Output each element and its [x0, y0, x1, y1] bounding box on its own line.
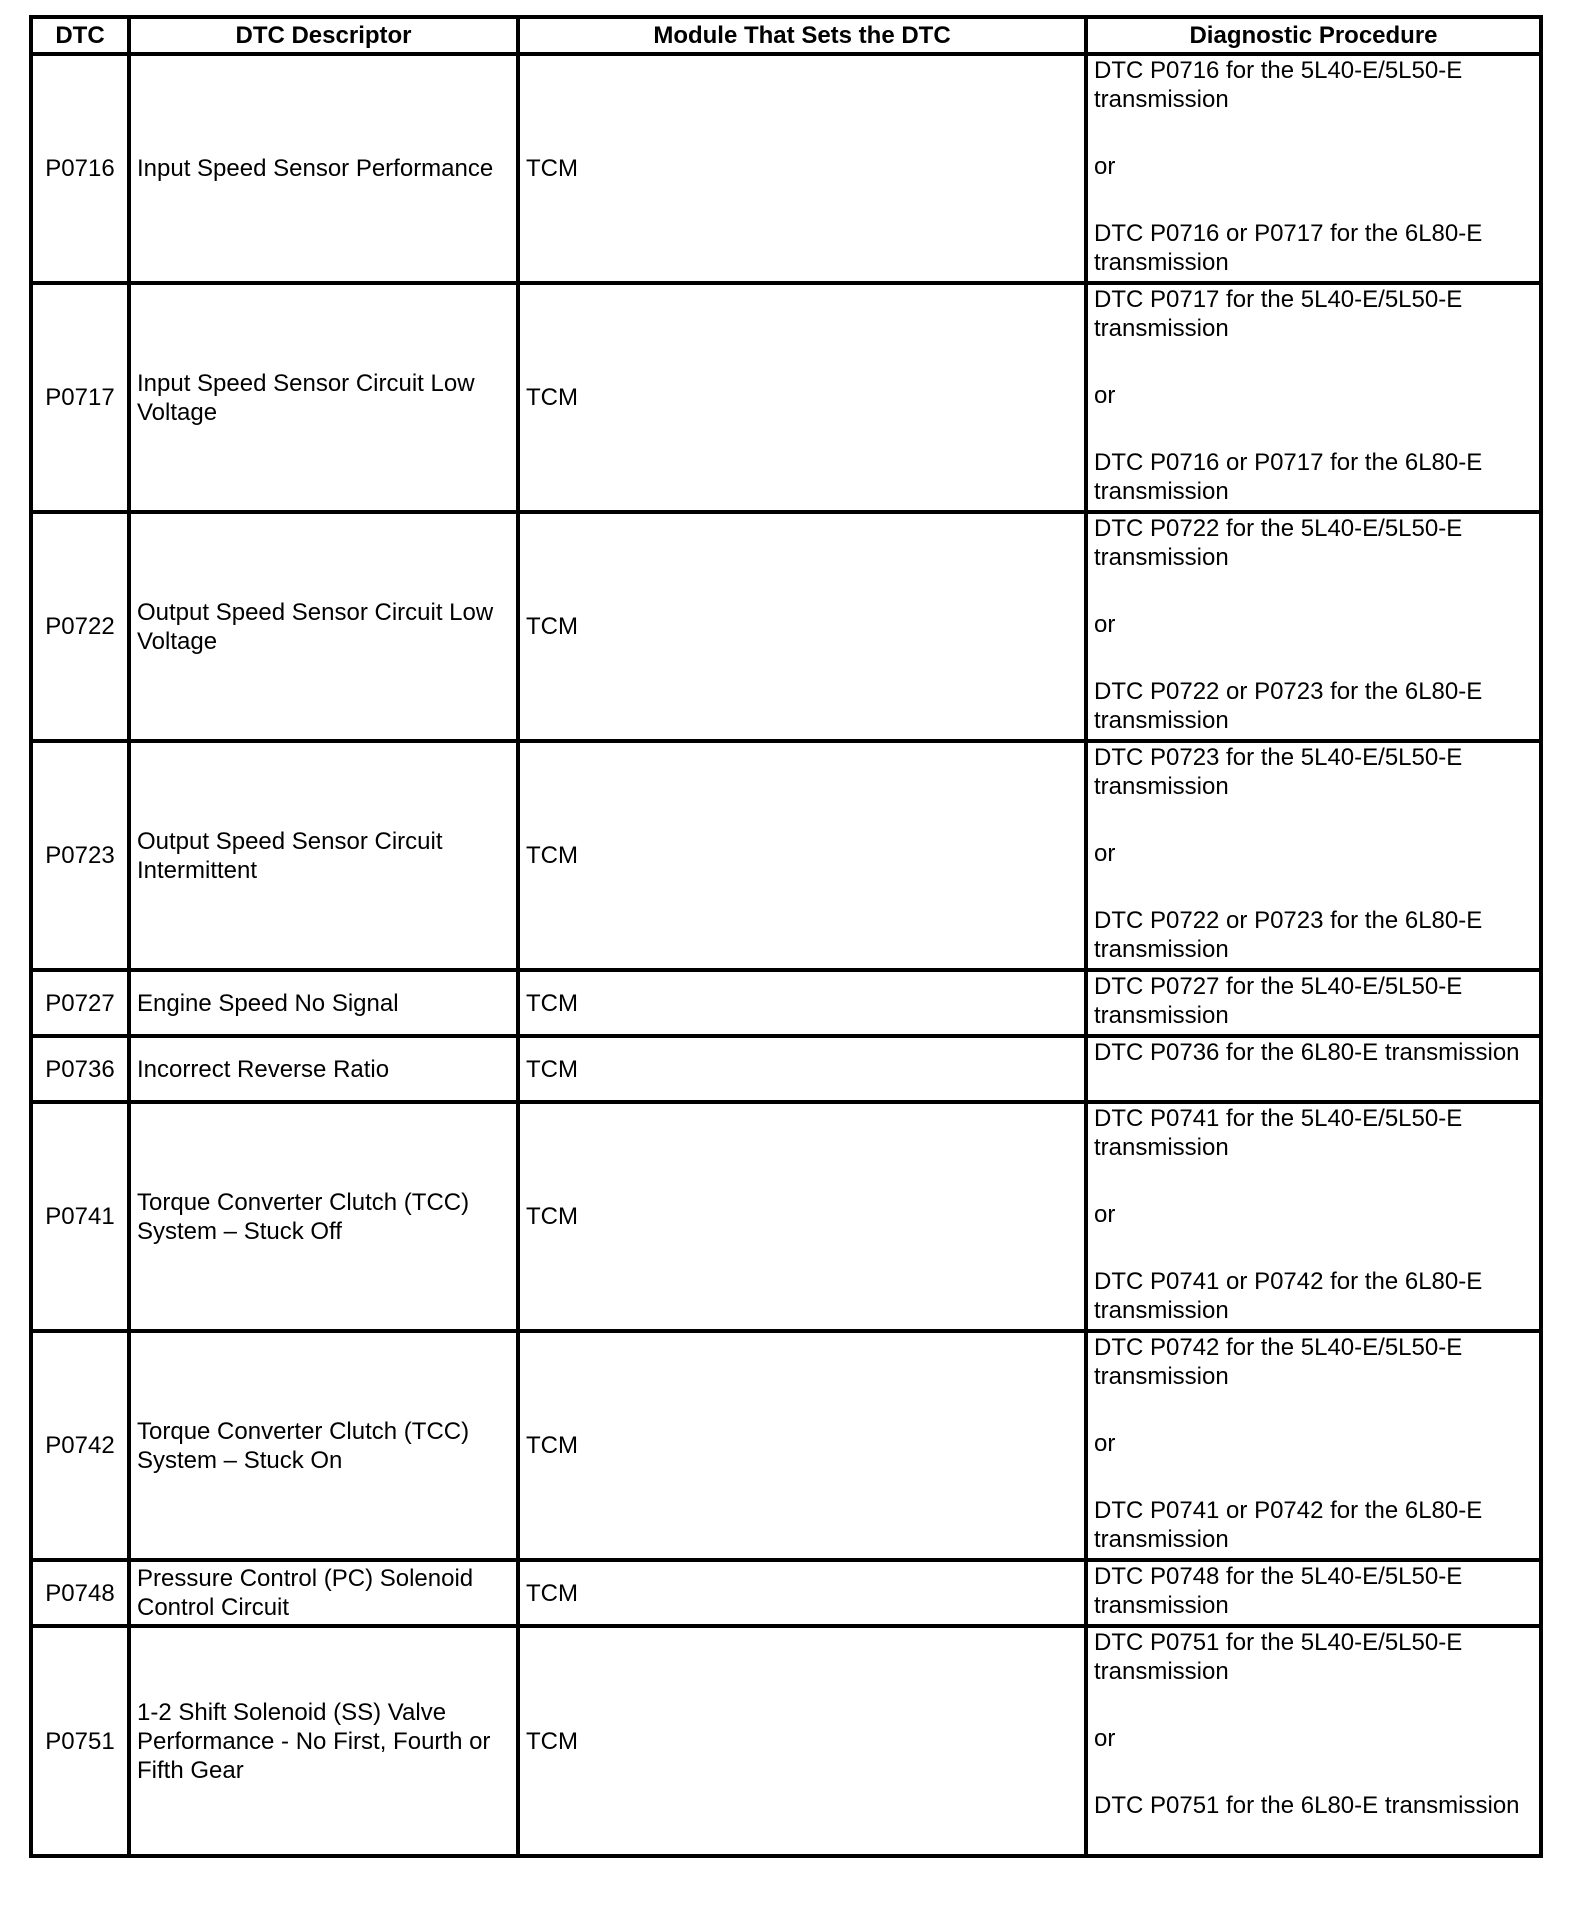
header-dtc: DTC — [31, 17, 129, 54]
diagnostic-procedure — [1086, 1102, 1541, 1331]
dtc-code: P0716 — [31, 54, 129, 283]
dtc-code: P0717 — [31, 283, 129, 512]
procedure-primary: DTC P0751 for the 5L40-E/5L50-E transmission — [1094, 1629, 1463, 1685]
procedure-or: or — [1094, 1725, 1116, 1752]
procedure-alternate: DTC P0716 or P0717 for the 6L80-E transmission — [1094, 220, 1483, 276]
table-header-row — [31, 17, 1541, 54]
table-row — [31, 1102, 1541, 1331]
procedure-alternate: DTC P0741 or P0742 for the 6L80-E transmission — [1094, 1268, 1483, 1324]
dtc-code: P0748 — [31, 1560, 129, 1626]
dtc-descriptor: Torque Converter Clutch (TCC) System – Stuck On — [129, 1331, 518, 1560]
dtc-descriptor: Output Speed Sensor Circuit Intermittent — [129, 741, 518, 970]
header-module: Module That Sets the DTC — [518, 17, 1086, 54]
dtc-descriptor: Engine Speed No Signal — [129, 970, 518, 1036]
procedure-primary: DTC P0727 for the 5L40-E/5L50-E transmission — [1094, 973, 1463, 1029]
dtc-descriptor: Input Speed Sensor Performance — [129, 54, 518, 283]
dtc-module: TCM — [518, 1626, 1086, 1856]
dtc-module: TCM — [518, 1560, 1086, 1626]
procedure-or: or — [1094, 840, 1116, 867]
procedure-alternate: DTC P0741 or P0742 for the 6L80-E transmission — [1094, 1497, 1483, 1553]
dtc-code: P0723 — [31, 741, 129, 970]
procedure-primary: DTC P0736 for the 6L80-E transmission — [1094, 1039, 1520, 1066]
procedure-primary: DTC P0722 for the 5L40-E/5L50-E transmission — [1094, 515, 1463, 571]
diagnostic-procedure — [1086, 512, 1541, 741]
table-row — [31, 1560, 1541, 1626]
dtc-descriptor: Torque Converter Clutch (TCC) System – Stuck Off — [129, 1102, 518, 1331]
table-row — [31, 1626, 1541, 1856]
dtc-module: TCM — [518, 512, 1086, 741]
dtc-code: P0722 — [31, 512, 129, 741]
procedure-or: or — [1094, 153, 1116, 180]
header-descriptor: DTC Descriptor — [129, 17, 518, 54]
dtc-module: TCM — [518, 1331, 1086, 1560]
table-row — [31, 283, 1541, 512]
diagnostic-procedure — [1086, 741, 1541, 970]
diagnostic-procedure — [1086, 1626, 1541, 1856]
dtc-code: P0736 — [31, 1036, 129, 1102]
procedure-primary: DTC P0741 for the 5L40-E/5L50-E transmission — [1094, 1105, 1463, 1161]
header-procedure: Diagnostic Procedure — [1086, 17, 1541, 54]
procedure-or: or — [1094, 1201, 1116, 1228]
dtc-module: TCM — [518, 283, 1086, 512]
diagnostic-procedure — [1086, 1560, 1541, 1626]
table-row — [31, 1036, 1541, 1102]
dtc-module: TCM — [518, 1036, 1086, 1102]
dtc-descriptor: 1-2 Shift Solenoid (SS) Valve Performance - No First, Fourth or Fifth Gear — [129, 1626, 518, 1856]
dtc-code: P0727 — [31, 970, 129, 1036]
procedure-or: or — [1094, 611, 1116, 638]
dtc-table — [29, 15, 1543, 1858]
procedure-alternate: DTC P0751 for the 6L80-E transmission — [1094, 1792, 1520, 1819]
procedure-primary: DTC P0748 for the 5L40-E/5L50-E transmission — [1094, 1563, 1463, 1619]
diagnostic-procedure — [1086, 1036, 1541, 1102]
procedure-or: or — [1094, 1430, 1116, 1457]
dtc-descriptor: Pressure Control (PC) Solenoid Control Circuit — [129, 1560, 518, 1626]
dtc-descriptor: Incorrect Reverse Ratio — [129, 1036, 518, 1102]
dtc-module: TCM — [518, 741, 1086, 970]
procedure-primary: DTC P0723 for the 5L40-E/5L50-E transmission — [1094, 744, 1463, 800]
dtc-code: P0741 — [31, 1102, 129, 1331]
procedure-primary: DTC P0742 for the 5L40-E/5L50-E transmission — [1094, 1334, 1463, 1390]
table-row — [31, 741, 1541, 970]
dtc-code: P0742 — [31, 1331, 129, 1560]
dtc-module: TCM — [518, 1102, 1086, 1331]
procedure-alternate: DTC P0722 or P0723 for the 6L80-E transmission — [1094, 678, 1483, 734]
table-row — [31, 512, 1541, 741]
dtc-descriptor: Output Speed Sensor Circuit Low Voltage — [129, 512, 518, 741]
procedure-alternate: DTC P0716 or P0717 for the 6L80-E transmission — [1094, 449, 1483, 505]
diagnostic-procedure — [1086, 1331, 1541, 1560]
dtc-descriptor: Input Speed Sensor Circuit Low Voltage — [129, 283, 518, 512]
procedure-primary: DTC P0716 for the 5L40-E/5L50-E transmission — [1094, 57, 1463, 113]
table-row — [31, 54, 1541, 283]
procedure-alternate: DTC P0722 or P0723 for the 6L80-E transmission — [1094, 907, 1483, 963]
table-row — [31, 1331, 1541, 1560]
dtc-code: P0751 — [31, 1626, 129, 1856]
diagnostic-procedure — [1086, 54, 1541, 283]
dtc-module: TCM — [518, 54, 1086, 283]
diagnostic-procedure — [1086, 970, 1541, 1036]
table-row — [31, 970, 1541, 1036]
dtc-module: TCM — [518, 970, 1086, 1036]
procedure-primary: DTC P0717 for the 5L40-E/5L50-E transmission — [1094, 286, 1463, 342]
diagnostic-procedure — [1086, 283, 1541, 512]
procedure-or: or — [1094, 382, 1116, 409]
